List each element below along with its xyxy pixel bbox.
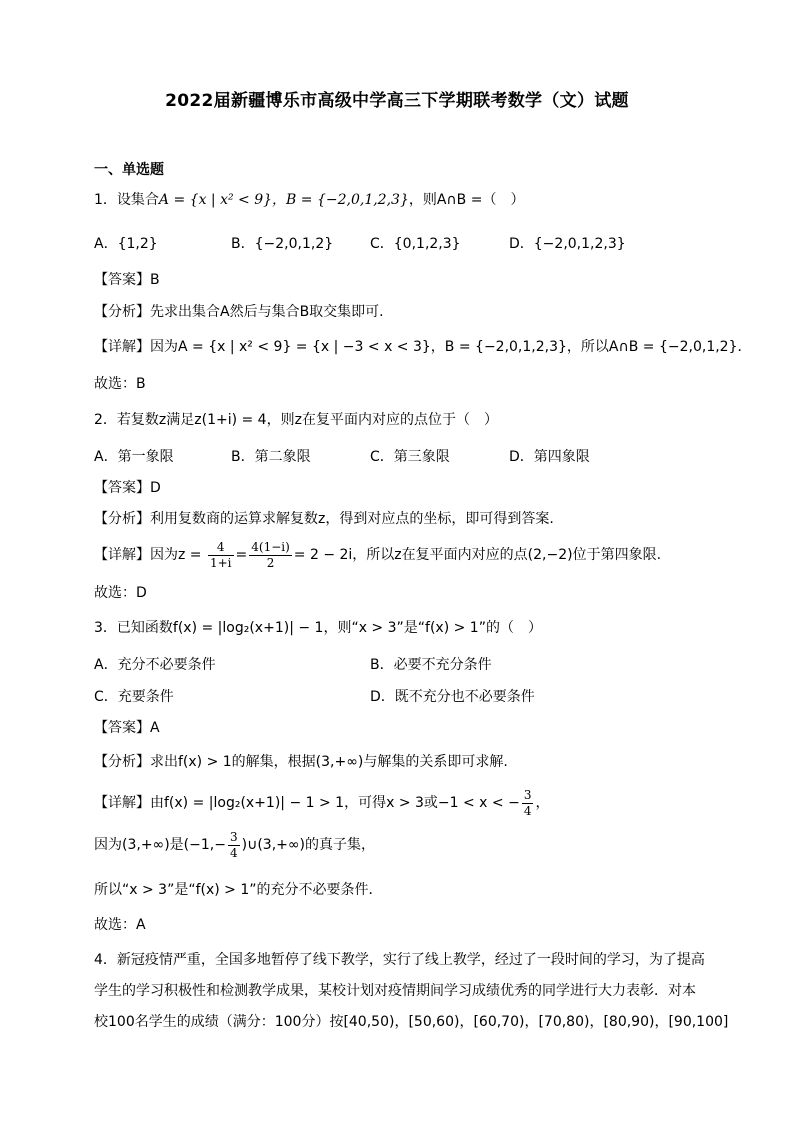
q1-stem: [94, 190, 524, 210]
q3-line2-b: )∪(3,+∞)的真子集，: [241, 837, 375, 853]
q2-detail-b: = 2 − 2i，所以z在复平面内对应的点(2,−2)位于第四象限.: [293, 547, 662, 563]
q1-choice: 故选：B: [94, 376, 146, 392]
q2-fraction-1: [208, 540, 234, 571]
q1-set-b: ，B = {−2,0,1,2,3}: [272, 192, 409, 208]
q3-detail: [94, 786, 549, 820]
q3-detail-line3: 所以“x > 3”是“f(x) > 1”的充分不必要条件．: [94, 882, 383, 898]
q2-fraction-2-den: 2: [266, 555, 275, 570]
q3-detail-a-end: ，: [535, 795, 550, 811]
q1-detail: [94, 337, 752, 357]
q1-analysis: [94, 302, 384, 322]
q1-answer: 【答案】B: [94, 272, 160, 288]
q4-line-1: 4．新冠疫情严重，全国多地暂停了线下教学，实行了线上教学，经过了一段时间的学习，为了提高: [94, 952, 705, 968]
q2-fraction-2: [249, 540, 292, 571]
q3-line2-a: 因为(3,+∞)是(−1,−: [94, 837, 226, 853]
q2-option-a: A．第一象限: [94, 449, 174, 465]
q1-suffix: ，则A∩B =（ ）: [408, 192, 525, 208]
q1-analysis-text: 先求出集合A然后与集合B取交集即可.: [150, 304, 384, 320]
q1-detail-text: 因为A = {x | x² < 9} = {x | −3 < x < 3}，B = {−2,0,1,2,3}，所以A∩B = {−2,0,1,2}．: [150, 339, 752, 355]
q2-fraction-1-num: 4: [208, 540, 234, 556]
q3-analysis-tag: 【分析】: [94, 754, 150, 770]
q2-detail-a: 因为z =: [150, 547, 202, 563]
q2-fraction-2-num: 4(1−i): [251, 539, 290, 554]
q1-option-b: B．{−2,0,1,2}: [231, 236, 334, 252]
q3-detail-tag: 【详解】: [94, 795, 150, 811]
q2-detail: 【详解】因为z = $\frac{4}{1+i}$ = $\frac{4(1-i)}{2}$ = 2 − 2i，所以z在复平面内对应的点(2,−2)位于第四象限.: [94, 539, 662, 570]
q3-fraction: [522, 788, 534, 819]
q2-analysis-tag: 【分析】: [94, 511, 150, 527]
q2-fraction-1-den: 1+i: [209, 555, 232, 570]
q3-detail-line2: [94, 828, 375, 862]
page-title: 2022届新疆博乐市高级中学高三下学期联考数学（文）试题: [165, 91, 629, 111]
q1-option-a: A．{1,2}: [94, 236, 158, 252]
q3-line2-fraction: [228, 830, 240, 861]
q2-choice: 故选：D: [94, 585, 147, 601]
q3-option-b: B．必要不充分条件: [370, 657, 492, 673]
q3-answer: 【答案】A: [94, 720, 160, 736]
q2-option-b: B．第二象限: [231, 449, 311, 465]
q2-analysis-text: 利用复数商的运算求解复数z，得到对应点的坐标，即可得到答案.: [150, 511, 554, 527]
q2-detail-tag: 【详解】: [94, 547, 150, 563]
q3-fraction-num: 3: [523, 787, 532, 802]
q1-detail-tag: 【详解】: [94, 339, 150, 355]
q3-option-d: D．既不充分也不必要条件: [370, 689, 535, 705]
q3-stem: 3．已知函数f(x) = |log₂(x+1)| − 1，则“x > 3”是“f(x) > 1”的（ ）: [94, 620, 542, 636]
q1-option-d: D．{−2,0,1,2,3}: [509, 236, 626, 252]
section-heading: 一、单选题: [94, 162, 164, 178]
q3-line2-fraction-num: 3: [229, 829, 238, 844]
q2-answer: 【答案】D: [94, 480, 161, 496]
q3-option-a: A．充分不必要条件: [94, 657, 216, 673]
q1-analysis-tag: 【分析】: [94, 304, 150, 320]
q1-prefix: 1．设集合: [94, 192, 159, 208]
q3-analysis: [94, 752, 508, 772]
q2-stem: 2．若复数z满足z(1+i) = 4，则z在复平面内对应的点位于（ ）: [94, 412, 498, 428]
q3-option-c: C．充要条件: [94, 689, 174, 705]
q3-analysis-text: 求出f(x) > 1的解集，根据(3,+∞)与解集的关系即可求解.: [150, 754, 508, 770]
q3-fraction-den: 4: [523, 803, 532, 818]
q3-choice: 故选：A: [94, 917, 146, 933]
q1-option-c: C．{0,1,2,3}: [370, 236, 461, 252]
q3-line2-fraction-den: 4: [229, 845, 238, 860]
q2-analysis: [94, 509, 554, 529]
q4-line-3: 校100名学生的成绩（满分：100分）按[40,50)，[50,60)，[60,70)，[70,80)，[80,90)，[90,100]: [94, 1014, 729, 1030]
q1-set-a: A = {x | x² < 9}: [158, 192, 273, 208]
q2-option-d: D．第四象限: [509, 449, 590, 465]
q2-option-c: C．第三象限: [370, 449, 450, 465]
q3-detail-a: 由f(x) = |log₂(x+1)| − 1 > 1，可得x > 3或−1 < x < −: [150, 795, 520, 811]
q4-line-2: 学生的学习积极性和检测教学成果，某校计划对疫情期间学习成绩优秀的同学进行大力表彰．对本: [94, 983, 696, 999]
